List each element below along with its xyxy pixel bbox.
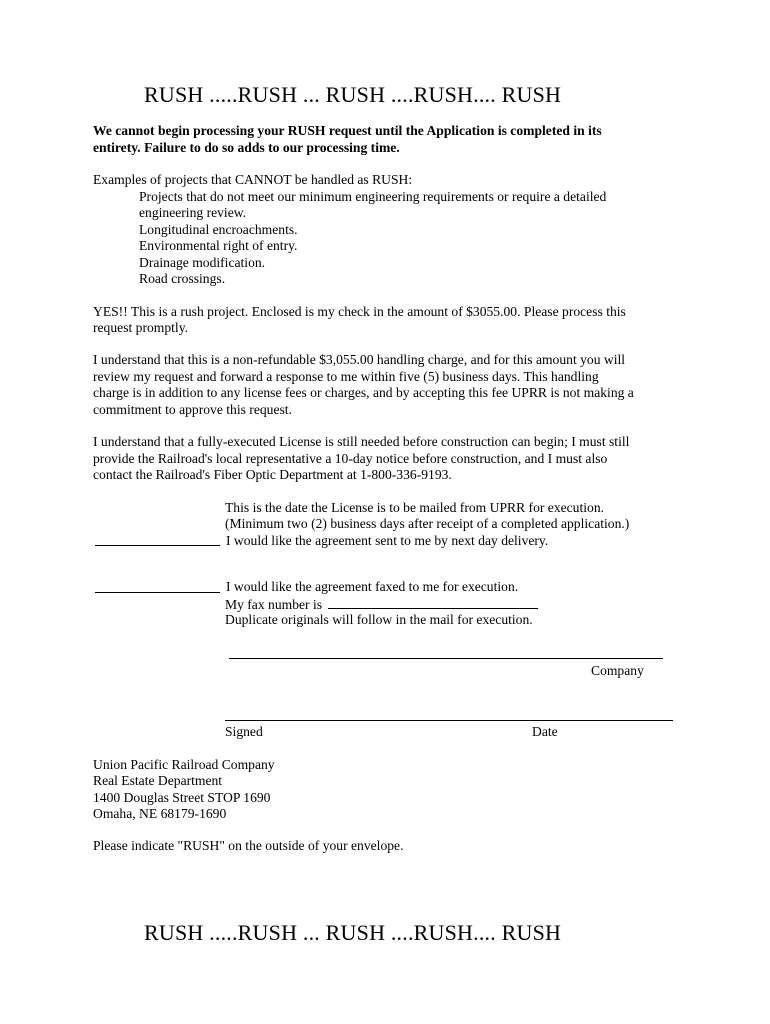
- signed-label: Signed: [225, 724, 263, 739]
- company-line[interactable]: [229, 658, 663, 659]
- signature-line[interactable]: [225, 720, 673, 721]
- example-item: Projects that do not meet our minimum engineering requirements or require a detailed: [139, 189, 607, 204]
- address-line: Real Estate Department: [93, 773, 223, 788]
- fee-paragraph-line: charge is in addition to any license fees or charges, and by accepting this fee UPRR is not making a: [93, 385, 634, 400]
- example-item: engineering review.: [139, 205, 247, 220]
- notice-line-1: We cannot begin processing your RUSH request until the Application is completed in its: [93, 123, 602, 138]
- example-item: Environmental right of entry.: [139, 238, 298, 253]
- fee-paragraph-line: review my request and forward a response to me within five (5) business days. This handling: [93, 369, 599, 384]
- envelope-note: Please indicate "RUSH" on the outside of your envelope.: [93, 838, 404, 853]
- header-banner: RUSH .....RUSH ... RUSH ....RUSH.... RUSH: [144, 82, 562, 107]
- examples-intro: Examples of projects that CANNOT be handled as RUSH:: [93, 172, 413, 187]
- delivery-line-2: (Minimum two (2) business days after receipt of a completed application.): [225, 516, 630, 531]
- yes-paragraph-line: YES!! This is a rush project. Enclosed is my check in the amount of $3055.00. Please process this: [93, 304, 626, 319]
- company-label: Company: [591, 663, 644, 678]
- fax-number-blank[interactable]: [328, 596, 538, 609]
- fee-paragraph-line: commitment to approve this request.: [93, 402, 292, 417]
- delivery-line-1: This is the date the License is to be mailed from UPRR for execution.: [225, 500, 605, 515]
- duplicate-note: Duplicate originals will follow in the mail for execution.: [225, 612, 533, 627]
- license-paragraph-line: provide the Railroad's local representative a 10-day notice before construction, and I must also: [93, 451, 608, 466]
- address-line: 1400 Douglas Street STOP 1690: [93, 790, 271, 805]
- fax-option: I would like the agreement faxed to me for execution.: [226, 579, 519, 594]
- delivery-option: I would like the agreement sent to me by next day delivery.: [226, 533, 549, 548]
- license-paragraph-line: contact the Railroad's Fiber Optic Department at 1-800-336-9193.: [93, 467, 452, 482]
- address-line: Union Pacific Railroad Company: [93, 757, 275, 772]
- fax-number-label: My fax number is: [225, 597, 323, 612]
- notice-line-2: entirety. Failure to do so adds to our processing time.: [93, 140, 400, 155]
- fax-date-blank[interactable]: [95, 592, 220, 593]
- yes-paragraph-line: request promptly.: [93, 320, 189, 335]
- fax-number-row: [225, 596, 538, 614]
- example-item: Drainage modification.: [139, 255, 266, 270]
- example-item: Road crossings.: [139, 271, 226, 286]
- license-paragraph-line: I understand that a fully-executed License is still needed before construction can begin; I must still: [93, 434, 630, 449]
- address-line: Omaha, NE 68179-1690: [93, 806, 227, 821]
- fee-paragraph-line: I understand that this is a non-refundable $3,055.00 handling charge, and for this amount you will: [93, 352, 626, 367]
- date-label: Date: [532, 724, 558, 739]
- example-item: Longitudinal encroachments.: [139, 222, 298, 237]
- delivery-date-blank[interactable]: [95, 545, 220, 546]
- footer-banner: RUSH .....RUSH ... RUSH ....RUSH.... RUSH: [144, 920, 562, 945]
